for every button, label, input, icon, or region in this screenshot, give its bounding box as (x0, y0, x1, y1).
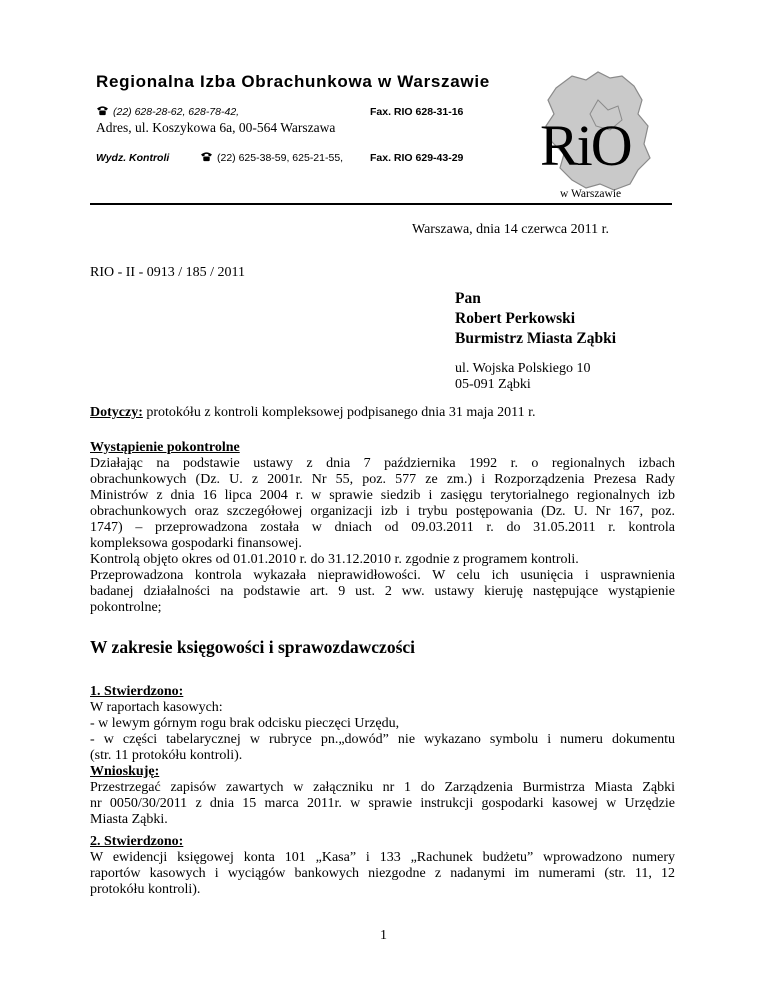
recipient-block (455, 289, 616, 349)
finding1-line: (str. 11 protokółu kontroli). (90, 748, 243, 763)
letterhead-dept-phone-row (200, 151, 343, 164)
letterhead-phone: (22) 628-28-62, 628-78-42, (113, 106, 240, 118)
intro-line: kompleksowa gospodarki finansowej. (90, 536, 302, 551)
finding1-conclusion (90, 780, 675, 828)
finding2-line: protokółu kontroli). (90, 882, 201, 897)
finding2-line: W ewidencji księgowej konta 101 „Kasa” i 133 „Rachunek budżetu” wprowadzono numery (90, 850, 675, 865)
intro-line: Działając na podstawie ustawy z dnia 7 października 1992 r. o regionalnych izbach (90, 456, 675, 471)
recipient-salutation: Pan (455, 290, 481, 307)
recipient-street: ul. Wojska Polskiego 10 (455, 361, 591, 376)
conclusion-line: Przestrzegać zapisów zawartych w załączniku nr 1 do Zarządzenia Burmistrza Miasta Ząbki (90, 780, 675, 795)
recipient-city: 05-091 Ząbki (455, 377, 531, 392)
reference-number: RIO - II - 0913 / 185 / 2011 (90, 265, 246, 280)
recipient-name: Robert Perkowski (455, 310, 576, 327)
intro-line: obrachunkowych oraz szczegółowej organizacji izb i trybu postępowania (Dz. U. Nr 167, poz. (90, 504, 675, 519)
intro-line: 1747) – przeprowadzona została w dniach od 09.03.2011 r. do 31.05.2011 r. kontrola (90, 520, 675, 535)
subject-label: Dotyczy: (90, 405, 143, 420)
finding2-label: 2. Stwierdzono: (90, 834, 184, 849)
letterhead-dept-fax: Fax. RIO 629-43-29 (370, 152, 464, 164)
letterhead-dept-label: Wydz. Kontroli (96, 152, 170, 164)
finding1-line: - w części tabelarycznej w rubryce pn.„dowód” nie wykazano symbolu i numeru dokumentu (90, 732, 675, 747)
finding2-paragraph (90, 850, 675, 898)
logo-text: RiO (540, 113, 631, 178)
phone-icon (96, 105, 109, 116)
letterhead-divider (90, 203, 672, 205)
conclusion-line: nr 0050/30/2011 z dnia 15 marca 2011r. w sprawie instrukcji gospodarki kasowej w Urzędzie (90, 796, 675, 811)
letterhead-dept-phone: (22) 625-38-59, 625-21-55, (217, 152, 344, 164)
finding1-line: W raportach kasowych: (90, 700, 223, 715)
intro-line: Ministrów z dnia 16 lipca 2004 r. w sprawie siedzib i zasięgu terytorialnego regionalnych izb (90, 488, 675, 503)
phone-icon (200, 151, 213, 162)
section-heading: W zakresie księgowości i sprawozdawczości (90, 637, 416, 657)
subject-text: protokółu z kontroli kompleksowej podpisanego dnia 31 maja 2011 r. (146, 405, 536, 420)
letterhead-fax: Fax. RIO 628-31-16 (370, 106, 464, 118)
finding1-conclusion-label: Wnioskuję: (90, 764, 160, 779)
intro-paragraph (90, 456, 675, 616)
rio-logo (538, 70, 678, 205)
finding1-label: 1. Stwierdzono: (90, 684, 184, 699)
intro-heading: Wystąpienie pokontrolne (90, 440, 240, 455)
finding2-line: raportów kasowych i wyciągów bankowych niezgodne z nadanymi im numerami (str. 11, 12 (90, 866, 675, 881)
subject-line (90, 405, 535, 421)
conclusion-line: Miasta Ząbki. (90, 812, 168, 827)
letterhead-phone-row (96, 105, 239, 118)
logo-subtext: w Warszawie (560, 188, 622, 200)
finding1-paragraph (90, 700, 675, 764)
intro-line: badanej działalności na podstawie art. 9 ust. 2 ww. ustawy kieruję następujące wystąpienie (90, 584, 675, 599)
intro-line: Przeprowadzona kontrola wykazała nieprawidłowości. W celu ich usunięcia i usprawnienia (90, 568, 675, 583)
intro-line: pokontrolne; (90, 600, 162, 615)
intro-line: Kontrolą objęto okres od 01.01.2010 r. do 31.12.2010 r. zgodnie z programem kontroli. (90, 552, 579, 567)
date-line: Warszawa, dnia 14 czerwca 2011 r. (412, 222, 609, 237)
recipient-title: Burmistrz Miasta Ząbki (455, 330, 617, 347)
intro-line: obrachunkowych (Dz. U. z 2001r. Nr 55, poz. 577 ze zm.) i Rozporządzenia Prezesa Rady (90, 472, 675, 487)
page-number: 1 (380, 928, 387, 943)
letterhead-address: Adres, ul. Koszykowa 6a, 00-564 Warszawa (96, 120, 336, 135)
finding1-line: - w lewym górnym rogu brak odcisku pieczęci Urzędu, (90, 716, 400, 731)
letterhead-title: Regionalna Izba Obrachunkowa w Warszawie (96, 72, 490, 91)
